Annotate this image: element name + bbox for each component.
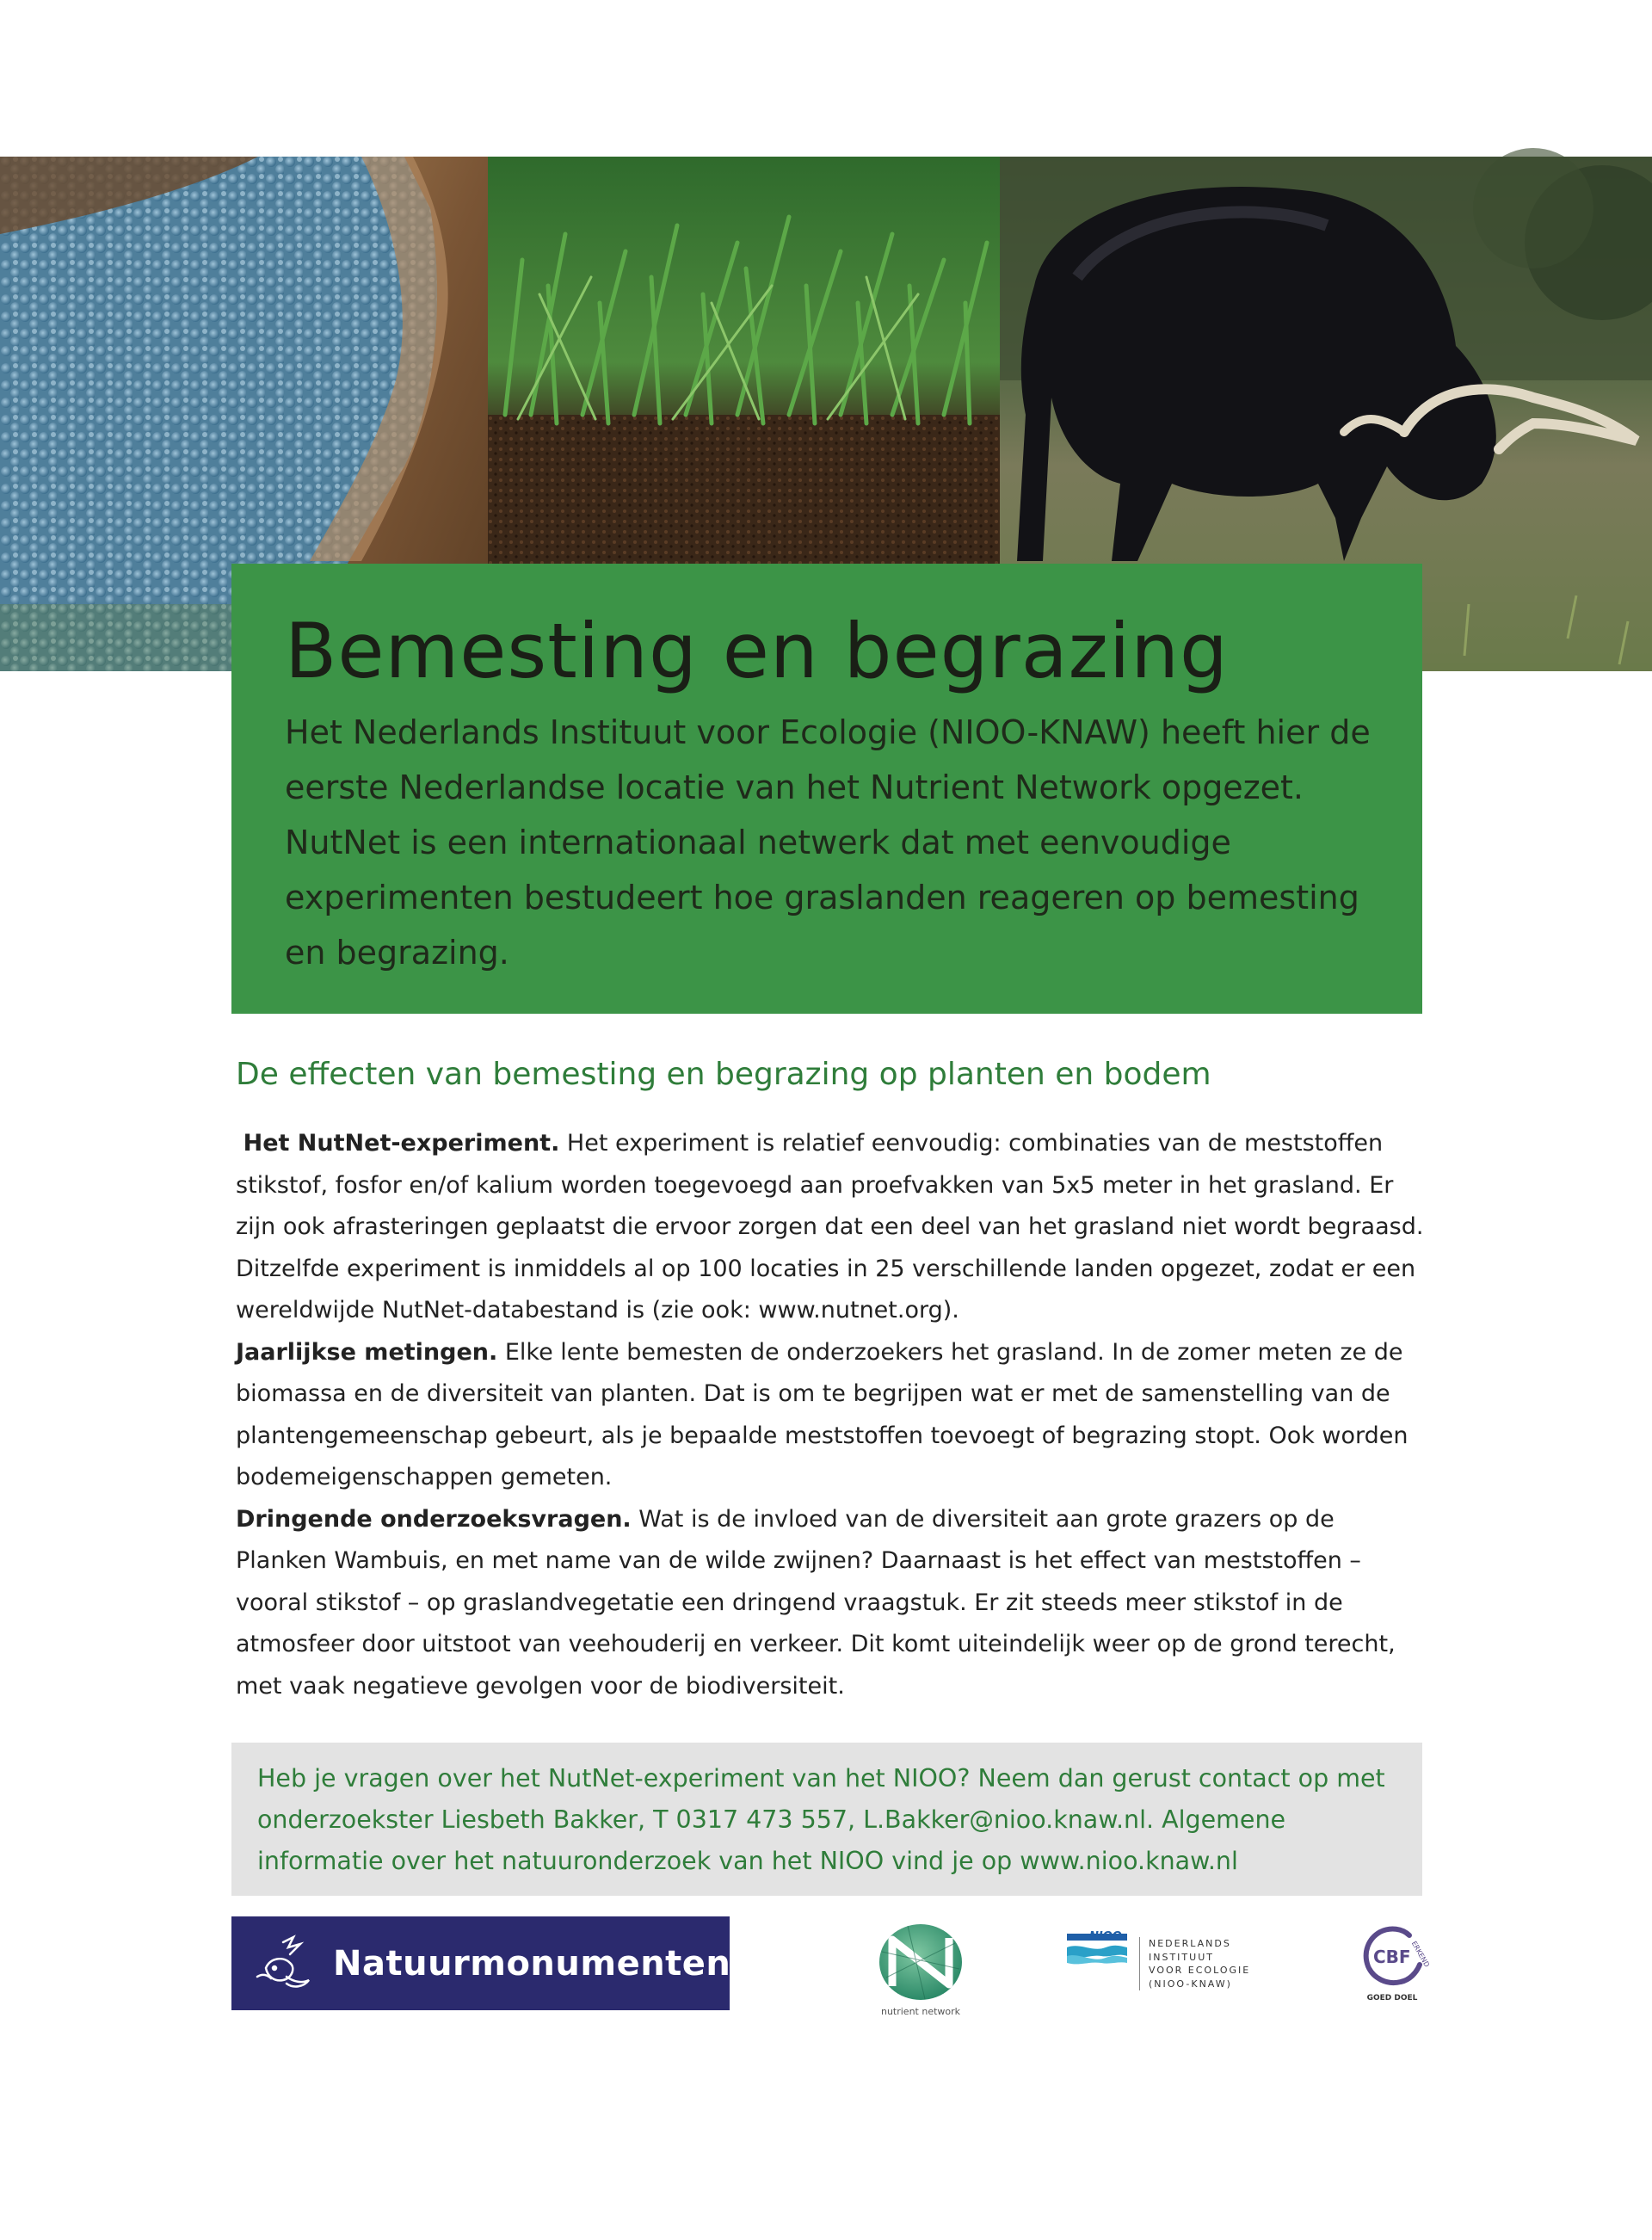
paragraph-lead: Het NutNet-experiment. [243,1130,560,1157]
paragraph-measurements [236,1332,1432,1499]
paragraph-lead: Jaarlijkse metingen. [236,1338,498,1366]
paragraph-text: Elke lente bemesten de onderzoekers het grasland. In de zomer meten ze de biomassa en de diversiteit van planten. Dat is om te begrijpen wat er met de samenstelling van de plantengemeenschap gebeurt, als je bepaalde meststoffen toevoegt of begrazing stopt. Ook worden bodemeigenschappen gemeten. [236,1338,1409,1490]
nutnet-globe-icon [873,1917,968,2003]
cbf-mark-text: CBF [1373,1947,1411,1967]
paragraph-lead: Dringende onderzoeksvragen. [236,1505,632,1533]
nioo-name-line: NEDERLANDS [1149,1938,1231,1949]
nioo-name-line: INSTITUUT [1149,1951,1214,1963]
cbf-arc-text: ERKEND [1409,1940,1432,1969]
nutnet-caption: nutrient network [880,2006,961,2017]
nutrient-network-logo [869,1917,972,2017]
paragraph-text: Het experiment is relatief eenvoudig: combinaties van de meststoffen stikstof, fosfor en/of kalium worden toegevoegd aan proefvakken van 5x5 meter in het grasland. Er zijn ook afrasteringen geplaatst die ervoor zorgen dat een deel van het grasland niet wordt begraasd. Ditzelfde experiment is inmiddels al op 100 locaties in 25 verschillende landen opgezet, zodat er een wereldwijde NutNet-databestand is (zie ook: www.nutnet.org). [236,1130,1424,1324]
cbf-logo [1361,1925,1430,2011]
intro-text: Het Nederlands Instituut voor Ecologie (NIOO-KNAW) heeft hier de eerste Nederlandse locatie van het Nutrient Network opgezet. NutNet is een internationaal netwerk dat met eenvoudige experimenten bestudeert hoe graslanden reageren op bemesting en begrazing. [285,713,1371,972]
natuurmonumenten-animals-icon [249,1934,317,1994]
nioo-knaw-logo [1067,1930,1273,2008]
contact-text: Heb je vragen over het NutNet-experiment van het NIOO? Neem dan gerust contact op met onderzoekster Liesbeth Bakker, T 0317 473 557, L.Bakker@nioo.knaw.nl. Algemene informatie over het natuuronderzoek van het NIOO vind je op www.nioo.knaw.nl [257,1764,1385,1875]
natuurmonumenten-logo [231,1916,730,2010]
nioo-name-block [1139,1937,1250,1990]
body-text [236,1123,1432,1707]
natuurmonumenten-text: Natuurmonumenten [333,1943,731,1984]
paragraph-experiment [236,1123,1432,1332]
section-heading: De effecten van bemesting en begrazing op planten en bodem [236,1057,1211,1092]
nioo-name-line: VOOR ECOLOGIE [1149,1965,1251,1976]
nioo-name-line: (NIOO-KNAW) [1149,1978,1232,1990]
cbf-seal-icon [1361,1925,1432,1990]
nioo-brand-text: NIOO [1089,1930,1122,1943]
page-title: Bemesting en begrazing [285,607,1229,695]
intro-box [231,564,1422,1014]
cbf-caption: GOED DOEL [1366,1994,1418,2002]
paragraph-research-questions [236,1499,1432,1708]
contact-box [231,1743,1422,1896]
paragraph-text: Wat is de invloed van de diversiteit aan grote grazers op de Planken Wambuis, en met name van de wilde zwijnen? Daarnaast is het effect van meststoffen – vooral stikstof – op graslandvegetatie een dringend vraagstuk. Er zit steeds meer stikstof in de atmosfeer door uitstoot van veehouderij en verkeer. Dit komt uiteindelijk weer op de grond terecht, met vaak negatieve gevolgen voor de biodiversiteit. [236,1505,1396,1700]
